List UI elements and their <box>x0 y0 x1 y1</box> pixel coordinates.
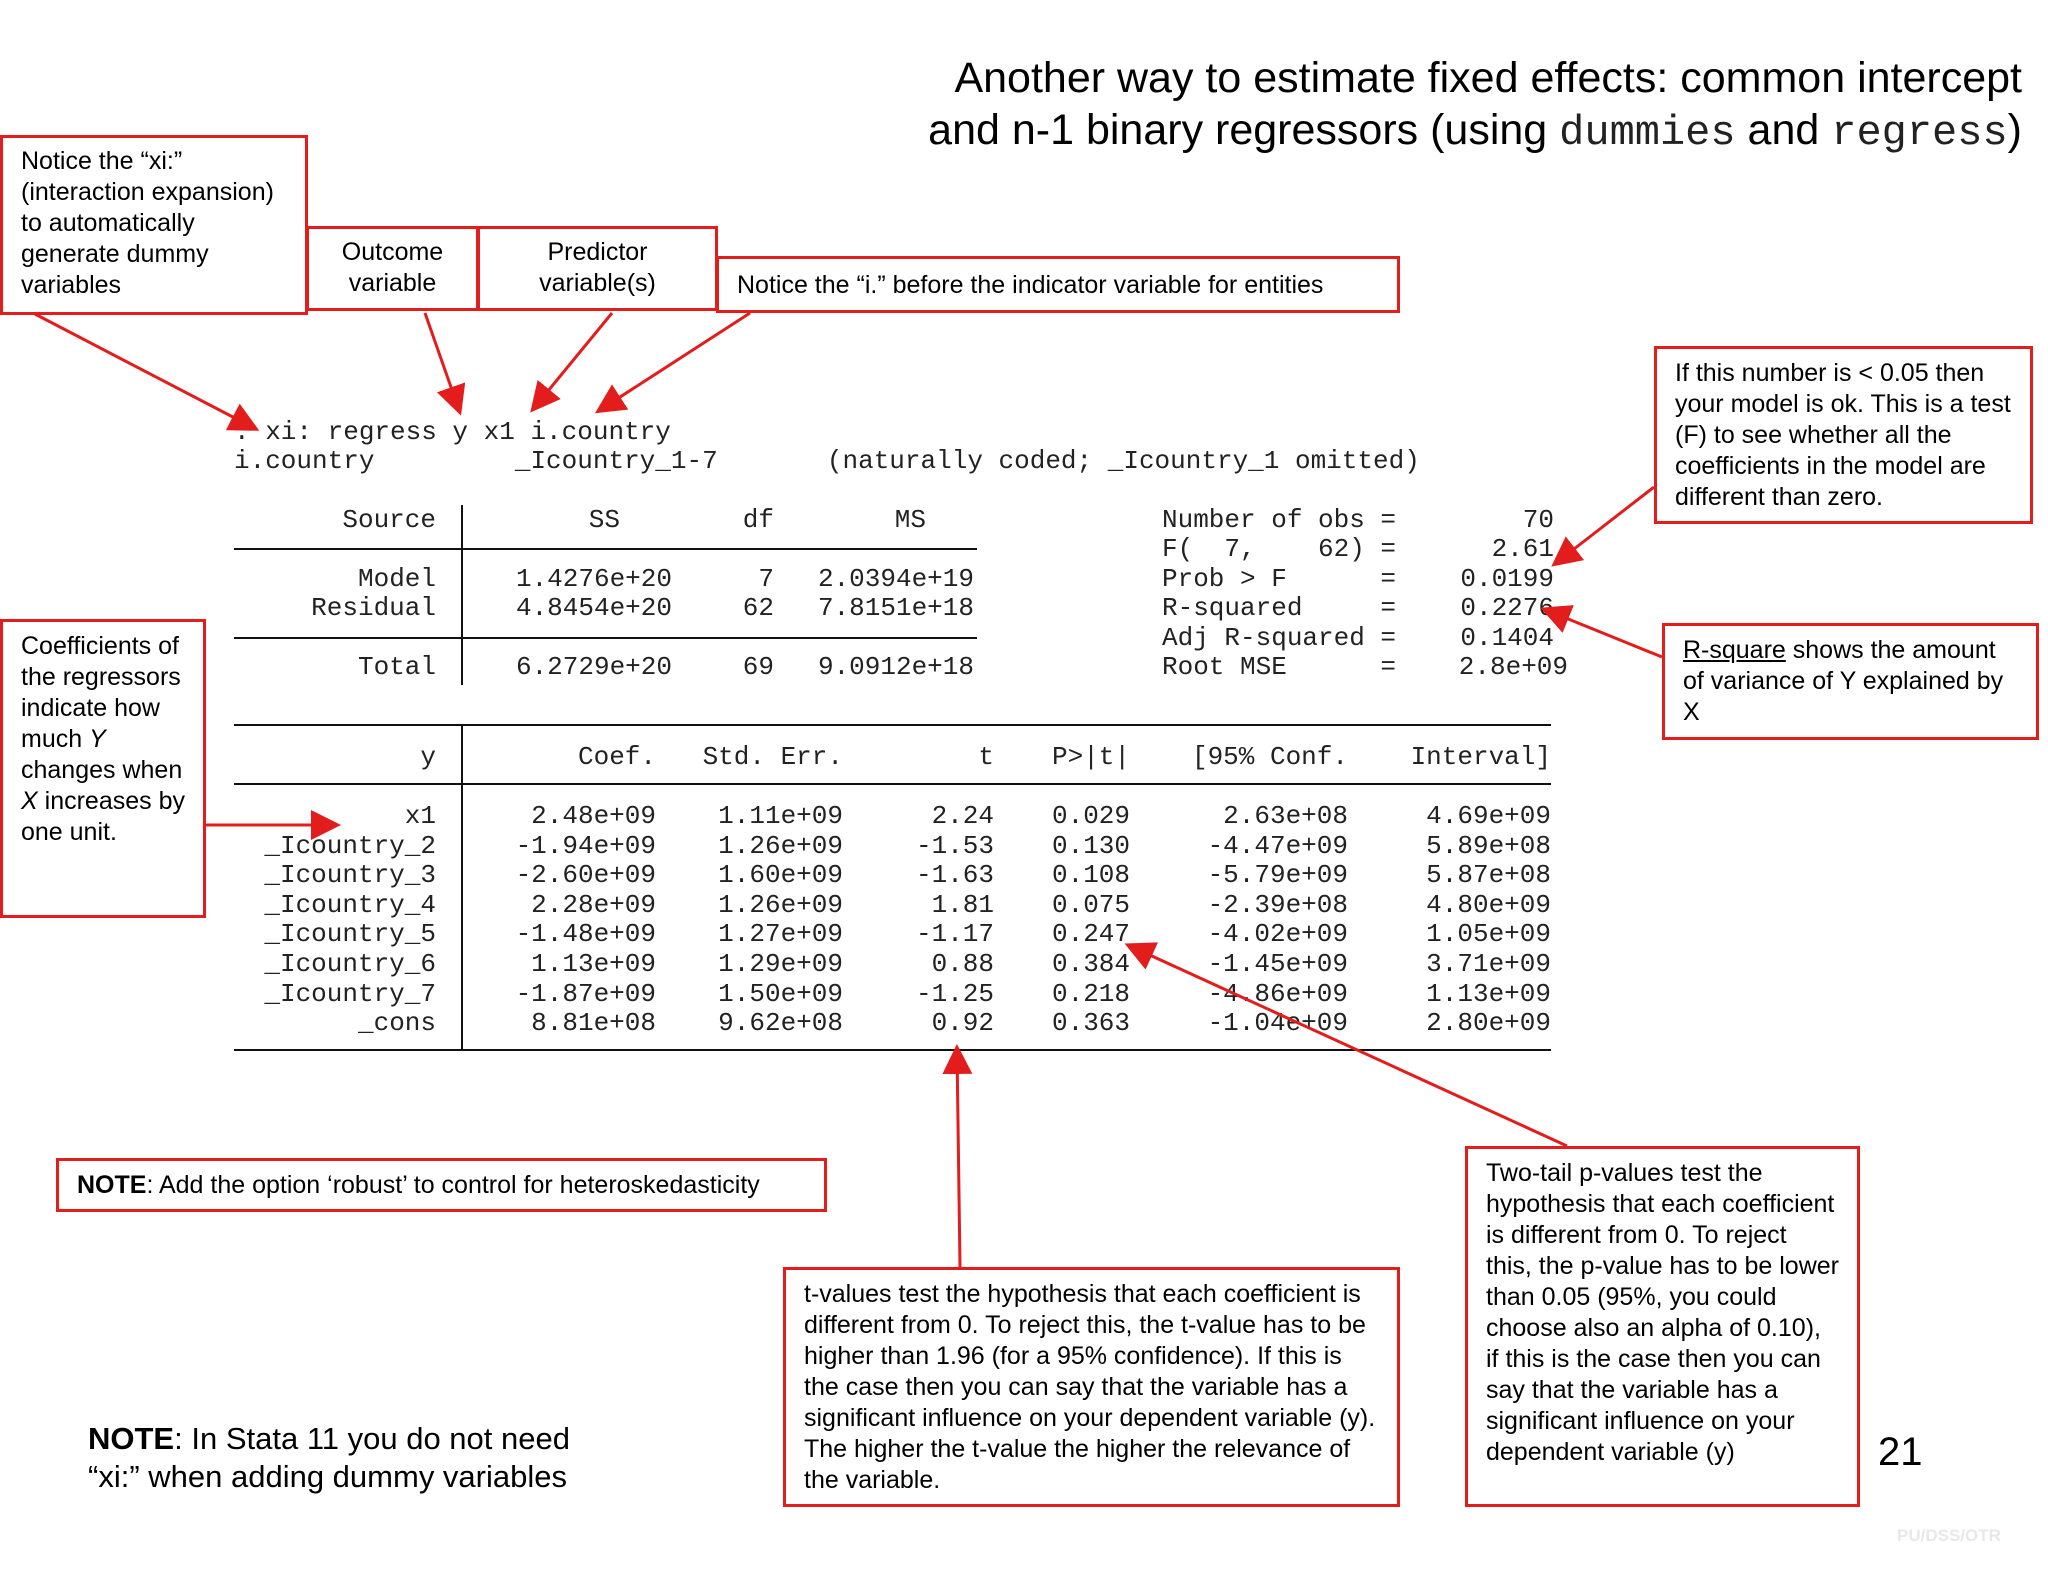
arrow-t-values <box>957 1050 960 1267</box>
coef-col-ci-high: 4.69e+09 <box>1426 801 1551 831</box>
coef-col-ci-low: 2.63e+08 <box>1223 801 1348 831</box>
anova-header-df: df <box>742 505 774 535</box>
coef-col-coef: -2.60e+09 <box>515 860 656 890</box>
coef-col-p: 0.130 <box>1051 831 1130 861</box>
footer-label: PU/DSS/OTR <box>1897 1526 2001 1545</box>
coef-col-ci-high: 3.71e+09 <box>1426 949 1551 979</box>
robust-note-text: : Add the option ‘robust’ to control for heteroskedasticity <box>146 1171 760 1199</box>
indicator-note-text: Notice the “i.” before the indicator variable for entities <box>737 271 1324 299</box>
coef-col-stderr: 1.26e+09 <box>718 890 843 920</box>
coef-note-y: Y <box>89 725 106 753</box>
predictor-variable-text: Predictor variable(s) <box>539 238 656 297</box>
coef-col-stderr: Std. Err. <box>702 742 843 772</box>
p-value-note-text: Two-tail p-values test the hypothesis that each coefficient is different from 0. To reject this, the p-value has to be lower than 0.05 (95%, you could choose also an alpha of 0.10), if this is the case then you can say that the variable has a significant influence on your dependent variable (y) <box>1486 1159 1839 1466</box>
stata11-note-bold: NOTE <box>88 1421 175 1456</box>
anova-ss: 1.4276e+20 <box>515 564 672 594</box>
anova-source: Model <box>357 564 436 594</box>
anova-df: 7 <box>758 564 774 594</box>
f-test-note-text: If this number is < 0.05 then your model is ok. This is a test (F) to see whether all the coefficients in the model are different than zero. <box>1675 359 2011 511</box>
arrow-r-square <box>1546 610 1662 657</box>
coef-col-var: _Icountry_5 <box>264 919 436 949</box>
coef-col-ci-low: -1.04e+09 <box>1207 1008 1348 1038</box>
coef-col-coef: 2.28e+09 <box>531 890 656 920</box>
coef-col-p: 0.384 <box>1051 949 1130 979</box>
coef-col-t: 2.24 <box>931 801 994 831</box>
stat-label: F( 7, 62) = <box>1162 534 1397 564</box>
coef-col-t: 1.81 <box>931 890 994 920</box>
coef-col-stderr: 9.62e+08 <box>718 1008 843 1038</box>
stat-value: 0.1404 <box>1460 623 1554 653</box>
anova-ms: 2.0394e+19 <box>817 564 974 594</box>
coef-col-ci-high: Interval] <box>1410 742 1551 772</box>
stata-expansion-line: i.country _Icountry_1-7 (naturally coded; _Icountry_1 omitted) <box>234 446 1420 476</box>
arrow-outcome <box>425 313 459 410</box>
anova-df: 62 <box>742 593 774 623</box>
stat-label: Prob > F = <box>1162 564 1397 594</box>
coef-col-ci-low: -4.47e+09 <box>1207 831 1348 861</box>
coef-col-coef: Coef. <box>577 742 656 772</box>
arrow-f-test <box>1556 487 1654 563</box>
coef-col-ci-high: 1.05e+09 <box>1426 919 1551 949</box>
coef-col-ci-high: 5.89e+08 <box>1426 831 1551 861</box>
stat-value: 2.61 <box>1491 534 1554 564</box>
stat-label: Number of obs = <box>1162 505 1397 535</box>
title-code-dummies: dummies <box>1559 109 1736 157</box>
outcome-variable-text: Outcome variable <box>341 238 444 297</box>
stata11-note-rest: : In Stata 11 you do not need <box>174 1421 570 1456</box>
coef-col-var: _Icountry_7 <box>264 979 436 1009</box>
coef-col-p: 0.075 <box>1051 890 1130 920</box>
anova-header-ms: MS <box>894 505 926 535</box>
coef-note-text-b: changes when <box>21 756 183 784</box>
coef-note-text-a: Coefficients of the regressors indicate how much <box>21 632 181 753</box>
title-code-regress: regress <box>1831 109 2008 157</box>
coef-col-var: _cons <box>357 1008 436 1038</box>
coef-col-ci-low: -1.45e+09 <box>1207 949 1348 979</box>
stat-value: 0.0199 <box>1460 564 1554 594</box>
anova-header-source: Source <box>342 505 436 535</box>
coef-col-stderr: 1.27e+09 <box>718 919 843 949</box>
robust-note-bold: NOTE <box>77 1171 147 1199</box>
coef-col-var: y <box>420 742 436 772</box>
coef-col-ci-low: [95% Conf. <box>1191 742 1348 772</box>
coef-col-t: -1.17 <box>915 919 994 949</box>
coef-col-stderr: 1.60e+09 <box>718 860 843 890</box>
coef-col-ci-low: -5.79e+09 <box>1207 860 1348 890</box>
title-line-2-c: ) <box>2007 106 2022 154</box>
coef-col-coef: -1.87e+09 <box>515 979 656 1009</box>
coef-col-t: 0.88 <box>931 949 994 979</box>
coef-col-var: _Icountry_3 <box>264 860 436 890</box>
xi-note-text: Notice the “xi:” (interaction expansion) to automatically generate dummy variables <box>21 147 274 299</box>
stat-value: 70 <box>1522 505 1554 535</box>
coef-col-p: P>|t| <box>1051 742 1130 772</box>
arrow-predictor <box>534 313 612 408</box>
anova-header-ss: SS <box>588 505 620 535</box>
t-value-note-text: t-values test the hypothesis that each coefficient is different from 0. To reject this, the t-value has to be higher than 1.96 (for a 95% confidence). If this is the case then you can say that the variable has a significant influence on your dependent variable (y). The higher the t-value the higher the relevance of the variable. <box>804 1280 1376 1494</box>
arrow-indicator <box>600 313 750 410</box>
title-line-2-b: and <box>1735 106 1832 154</box>
coef-col-stderr: 1.26e+09 <box>718 831 843 861</box>
coef-col-p: 0.363 <box>1051 1008 1130 1038</box>
coef-col-t: t <box>978 742 994 772</box>
anova-ms: 9.0912e+18 <box>817 652 974 682</box>
coef-col-coef: 1.13e+09 <box>531 949 656 979</box>
anova-source: Residual <box>311 593 436 623</box>
page-number: 21 <box>1878 1430 1923 1474</box>
coef-note-text-c: increases by one unit. <box>21 787 185 846</box>
stat-label: R-squared = <box>1162 593 1397 623</box>
stata11-note-line2: “xi:” when adding dummy variables <box>88 1459 567 1494</box>
coef-col-coef: -1.94e+09 <box>515 831 656 861</box>
anova-ss: 4.8454e+20 <box>515 593 672 623</box>
title-line-1: Another way to estimate fixed effects: common intercept <box>954 54 2022 102</box>
coef-col-ci-high: 2.80e+09 <box>1426 1008 1551 1038</box>
coef-col-p: 0.218 <box>1051 979 1130 1009</box>
coef-col-var: _Icountry_6 <box>264 949 436 979</box>
coef-col-p: 0.029 <box>1051 801 1130 831</box>
coef-col-p: 0.108 <box>1051 860 1130 890</box>
coef-col-ci-high: 4.80e+09 <box>1426 890 1551 920</box>
coef-col-stderr: 1.50e+09 <box>718 979 843 1009</box>
coef-col-stderr: 1.11e+09 <box>718 801 843 831</box>
coef-col-coef: 8.81e+08 <box>531 1008 656 1038</box>
coef-col-coef: 2.48e+09 <box>531 801 656 831</box>
coef-col-t: -1.25 <box>915 979 994 1009</box>
coef-col-ci-low: -4.86e+09 <box>1207 979 1348 1009</box>
coef-col-ci-high: 5.87e+08 <box>1426 860 1551 890</box>
stat-label: Root MSE = <box>1162 652 1397 682</box>
coef-col-t: 0.92 <box>931 1008 994 1038</box>
anova-df: 69 <box>742 652 774 682</box>
arrow-p-values <box>1130 946 1567 1146</box>
title-line-2-a: and n-1 binary regressors (using <box>928 106 1560 154</box>
coef-col-p: 0.247 <box>1051 919 1130 949</box>
coef-note-x: X <box>21 787 38 815</box>
coef-col-ci-low: -4.02e+09 <box>1207 919 1348 949</box>
coef-col-ci-low: -2.39e+08 <box>1207 890 1348 920</box>
coef-col-var: x1 <box>404 801 436 831</box>
stat-value: 0.2276 <box>1460 593 1554 623</box>
coef-col-t: -1.63 <box>915 860 994 890</box>
anova-ss: 6.2729e+20 <box>515 652 672 682</box>
coef-col-var: _Icountry_2 <box>264 831 436 861</box>
r-square-underlined: R-square <box>1683 636 1786 664</box>
coef-col-t: -1.53 <box>915 831 994 861</box>
coef-col-ci-high: 1.13e+09 <box>1426 979 1551 1009</box>
stat-label: Adj R-squared = <box>1162 623 1397 653</box>
stat-value: 2.8e+09 <box>1458 652 1568 682</box>
r-square-note-text: shows the amount of variance of Y explained by X <box>1683 636 2004 726</box>
anova-source: Total <box>357 652 436 682</box>
arrow-xi <box>35 314 254 428</box>
coef-col-stderr: 1.29e+09 <box>718 949 843 979</box>
coef-col-var: _Icountry_4 <box>264 890 436 920</box>
coef-col-coef: -1.48e+09 <box>515 919 656 949</box>
anova-ms: 7.8151e+18 <box>817 593 974 623</box>
stata-command: . xi: regress y x1 i.country <box>234 417 671 447</box>
